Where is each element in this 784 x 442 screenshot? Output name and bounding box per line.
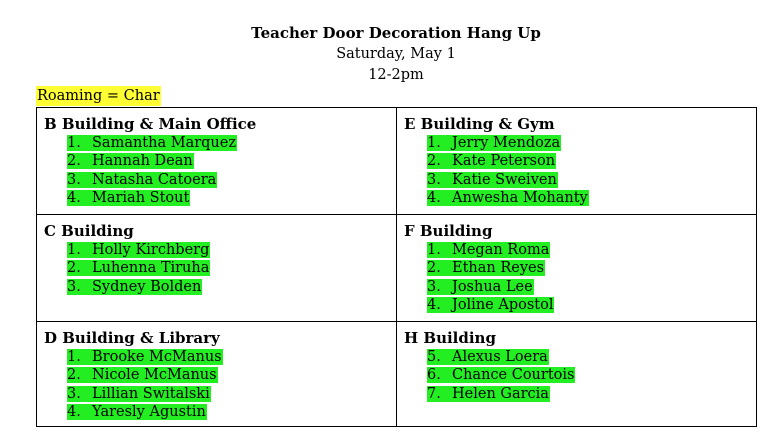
roaming-note: Roaming = Char bbox=[37, 88, 160, 104]
list-number: 4. bbox=[67, 403, 81, 420]
staff-highlight bbox=[427, 260, 545, 276]
list-item bbox=[44, 348, 396, 366]
list-number: 2. bbox=[67, 153, 81, 170]
building-cell-f-building bbox=[397, 215, 757, 322]
staff-list bbox=[44, 134, 396, 207]
event-date: Saturday, May 1 bbox=[336, 46, 456, 62]
building-name: E Building & Gym bbox=[404, 115, 555, 133]
staff-name: Chance Courtois bbox=[452, 367, 575, 384]
event-time: 12-2pm bbox=[368, 67, 424, 83]
building-name: F Building bbox=[404, 222, 493, 240]
staff-list bbox=[404, 348, 756, 403]
list-item bbox=[44, 134, 396, 152]
staff-highlight bbox=[67, 260, 210, 276]
staff-highlight bbox=[67, 279, 202, 295]
staff-name: Holly Kirchberg bbox=[92, 242, 210, 258]
staff-highlight bbox=[427, 172, 558, 188]
list-item bbox=[404, 278, 756, 296]
table-row bbox=[37, 322, 757, 427]
staff-name: Joshua Lee bbox=[452, 278, 533, 295]
list-number: 3. bbox=[427, 171, 441, 188]
list-item bbox=[44, 366, 396, 384]
staff-highlight bbox=[427, 297, 554, 313]
list-item bbox=[404, 296, 756, 314]
staff-highlight bbox=[67, 172, 217, 188]
staff-name: Alexus Loera bbox=[452, 349, 548, 365]
staff-highlight bbox=[67, 153, 194, 169]
staff-name: Yaresly Agustin bbox=[92, 403, 206, 420]
staff-name: Natasha Catoera bbox=[92, 171, 217, 188]
staff-list bbox=[404, 134, 756, 207]
building-cell-e-building-and-gym bbox=[397, 108, 757, 215]
staff-name: Katie Sweiven bbox=[452, 171, 557, 188]
staff-name: Samantha Marquez bbox=[92, 135, 236, 151]
table-row bbox=[37, 215, 757, 322]
list-number: 1. bbox=[427, 242, 441, 258]
staff-name: Sydney Bolden bbox=[92, 278, 202, 295]
list-item bbox=[404, 241, 756, 259]
staff-name: Kate Peterson bbox=[452, 153, 556, 170]
list-item bbox=[404, 152, 756, 170]
staff-highlight bbox=[427, 367, 575, 383]
building-name: C Building bbox=[44, 222, 134, 240]
building-assignments-table bbox=[36, 107, 757, 427]
list-number: 1. bbox=[67, 135, 81, 151]
staff-name: Megan Roma bbox=[452, 242, 550, 258]
staff-highlight bbox=[67, 386, 211, 402]
list-number: 1. bbox=[67, 349, 81, 365]
document-title: Teacher Door Decoration Hang Up bbox=[251, 24, 541, 42]
staff-highlight bbox=[427, 242, 550, 258]
list-item bbox=[404, 171, 756, 189]
list-number: 4. bbox=[67, 189, 81, 206]
staff-name: Helen Garcia bbox=[452, 385, 549, 402]
list-item bbox=[404, 348, 756, 366]
list-item bbox=[44, 278, 396, 296]
staff-name: Lillian Switalski bbox=[92, 385, 210, 402]
staff-highlight bbox=[427, 349, 549, 365]
staff-name: Mariah Stout bbox=[92, 189, 190, 206]
list-number: 1. bbox=[427, 135, 441, 151]
staff-name: Ethan Reyes bbox=[452, 260, 545, 277]
list-number: 2. bbox=[427, 153, 441, 170]
staff-highlight bbox=[427, 190, 589, 206]
list-item bbox=[404, 366, 756, 384]
staff-name: Hannah Dean bbox=[92, 153, 193, 170]
list-item bbox=[44, 189, 396, 207]
table-row bbox=[37, 108, 757, 215]
list-item bbox=[44, 259, 396, 277]
list-number: 2. bbox=[427, 260, 441, 277]
building-name: H Building bbox=[404, 329, 496, 347]
list-item bbox=[404, 134, 756, 152]
building-cell-b-building-and-main-office bbox=[37, 108, 397, 215]
list-number: 2. bbox=[67, 367, 81, 384]
staff-list bbox=[44, 241, 396, 296]
list-number: 1. bbox=[67, 242, 81, 258]
list-number: 4. bbox=[427, 296, 441, 313]
staff-highlight bbox=[67, 190, 190, 206]
staff-highlight bbox=[67, 242, 210, 258]
list-item bbox=[44, 385, 396, 403]
list-item bbox=[404, 259, 756, 277]
staff-highlight bbox=[67, 349, 223, 365]
staff-name: Luhenna Tiruha bbox=[92, 260, 210, 277]
staff-name: Nicole McManus bbox=[92, 367, 217, 384]
list-number: 4. bbox=[427, 189, 441, 206]
staff-highlight bbox=[67, 404, 207, 420]
staff-highlight bbox=[427, 153, 556, 169]
building-name: B Building & Main Office bbox=[44, 115, 257, 133]
staff-highlight bbox=[427, 135, 561, 151]
list-number: 3. bbox=[67, 278, 81, 295]
staff-name: Brooke McManus bbox=[92, 349, 222, 365]
list-item bbox=[44, 152, 396, 170]
staff-name: Anwesha Mohanty bbox=[452, 189, 588, 206]
document-header bbox=[0, 22, 784, 86]
list-item bbox=[44, 403, 396, 421]
list-item bbox=[404, 385, 756, 403]
staff-highlight bbox=[67, 367, 218, 383]
staff-highlight bbox=[67, 135, 237, 151]
list-item bbox=[44, 171, 396, 189]
building-cell-h-building bbox=[397, 322, 757, 427]
list-number: 6. bbox=[427, 367, 441, 384]
list-number: 3. bbox=[67, 385, 81, 402]
building-cell-c-building bbox=[37, 215, 397, 322]
staff-list bbox=[404, 241, 756, 314]
list-number: 3. bbox=[67, 171, 81, 188]
staff-list bbox=[44, 348, 396, 421]
list-item bbox=[404, 189, 756, 207]
staff-highlight bbox=[427, 386, 550, 402]
building-name: D Building & Library bbox=[44, 329, 220, 347]
list-item bbox=[44, 241, 396, 259]
list-number: 3. bbox=[427, 278, 441, 295]
staff-name: Jerry Mendoza bbox=[452, 135, 561, 151]
building-cell-d-building-and-library bbox=[37, 322, 397, 427]
staff-highlight bbox=[427, 279, 534, 295]
list-number: 2. bbox=[67, 260, 81, 277]
staff-name: Joline Apostol bbox=[452, 296, 554, 313]
list-number: 5. bbox=[427, 349, 441, 365]
list-number: 7. bbox=[427, 385, 441, 402]
